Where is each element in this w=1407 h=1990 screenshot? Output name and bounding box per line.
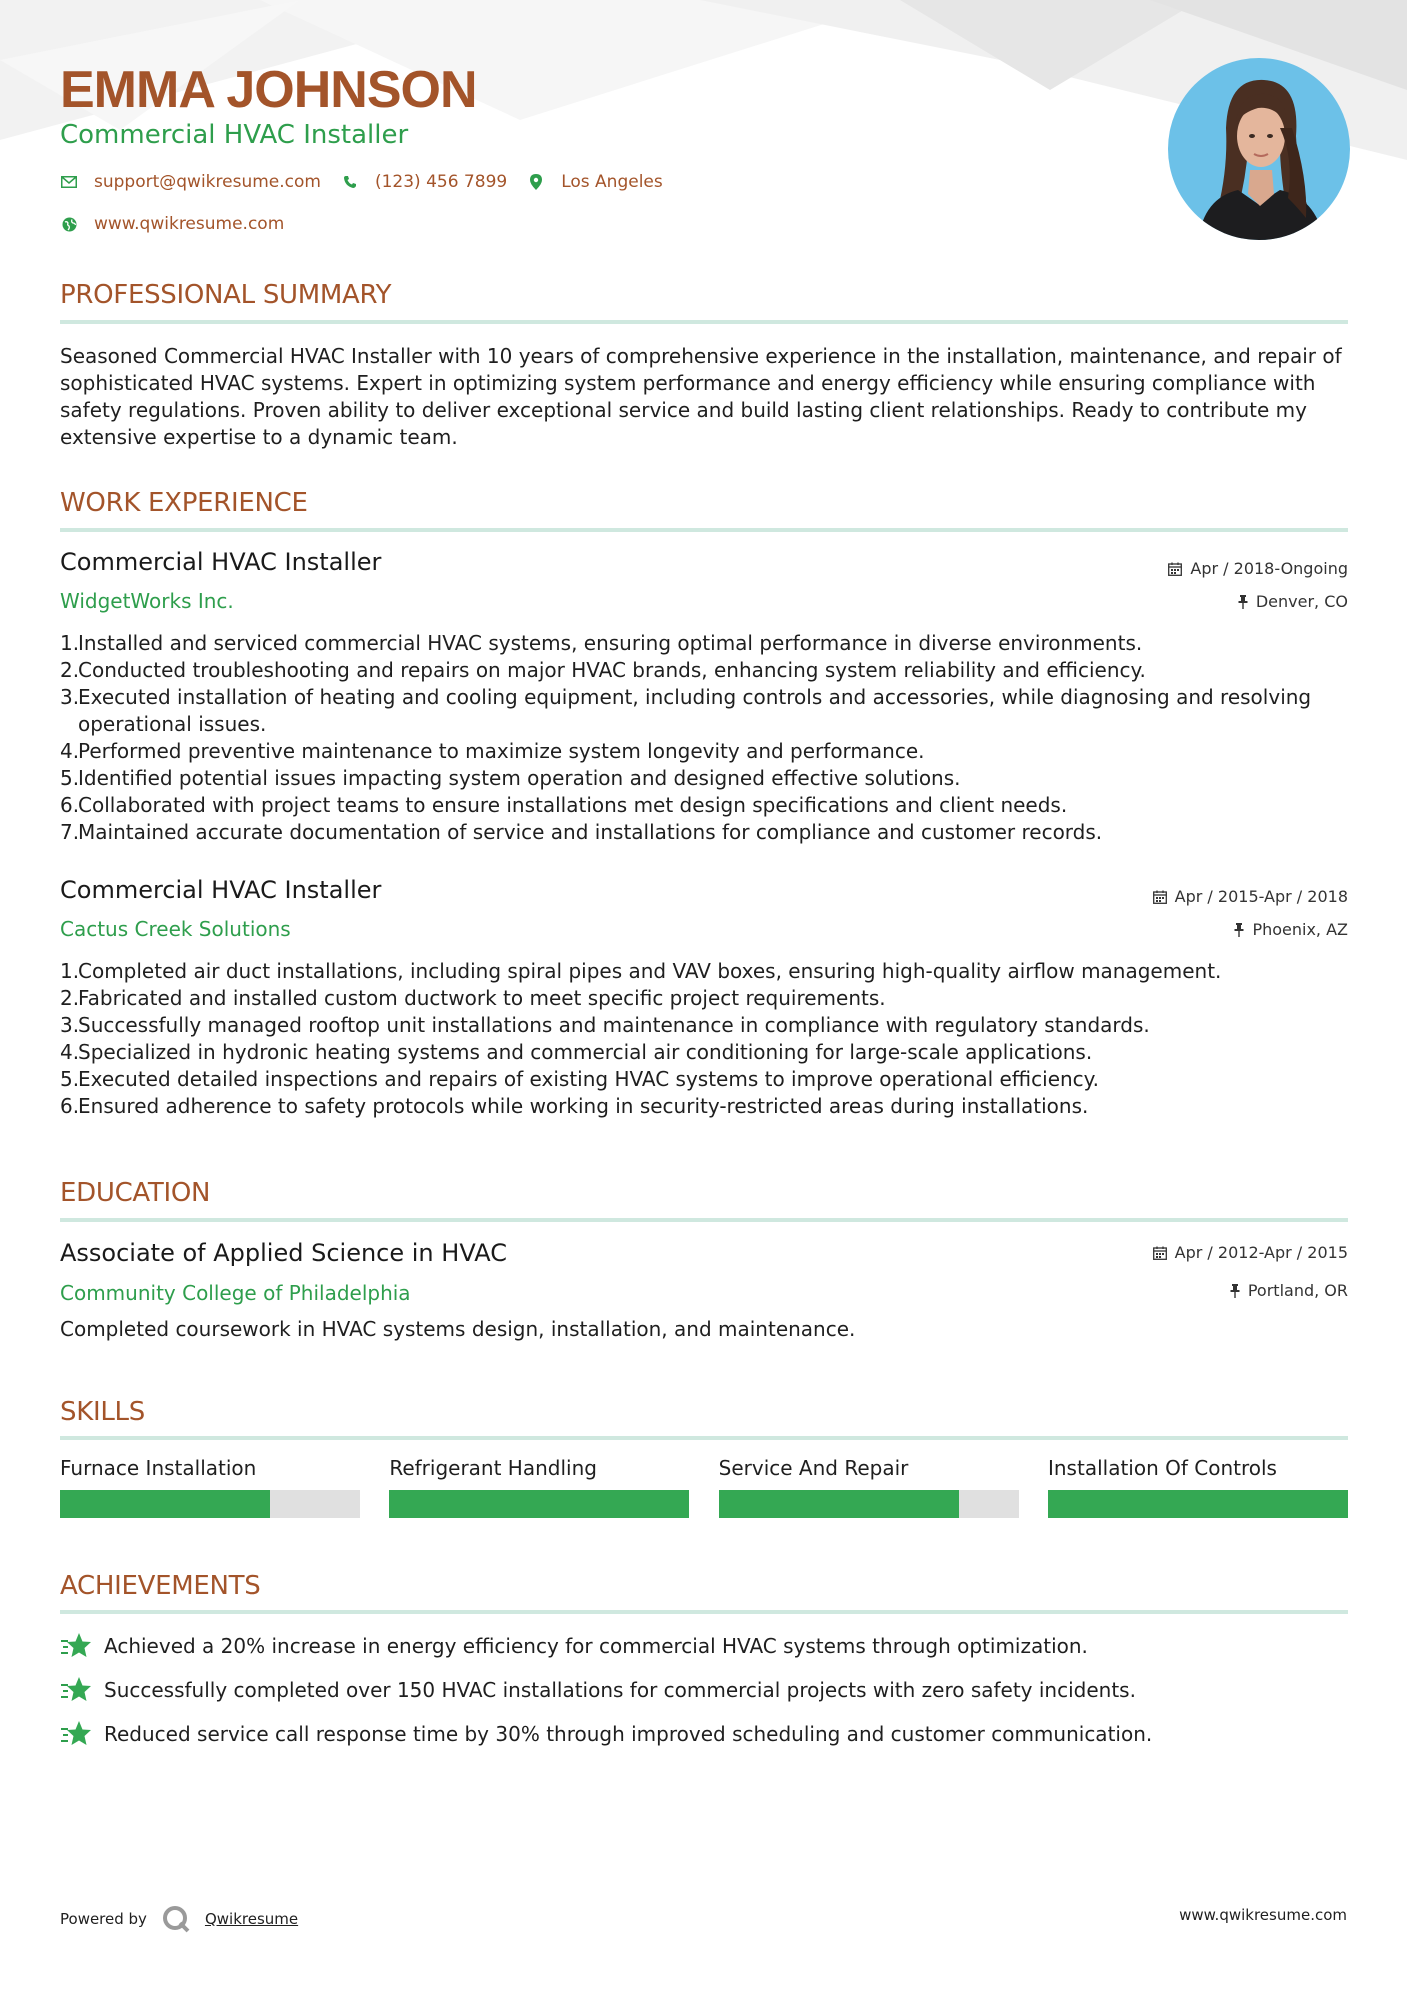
envelope-icon (60, 173, 78, 191)
job-dates (1168, 559, 1348, 578)
education-dates (1153, 1243, 1348, 1262)
education-description: Completed coursework in HVAC systems design, installation, and maintenance. (60, 1317, 856, 1341)
candidate-name: EMMA JOHNSON (60, 61, 477, 119)
education-dates-text: Apr / 2012-Apr / 2015 (1174, 1243, 1348, 1262)
skill-bar-fill (389, 1490, 689, 1518)
list-item: Successfully managed rooftop unit installations and maintenance in compliance with regulatory standards. (78, 1013, 1150, 1037)
skill-name: Service And Repair (718, 1456, 909, 1480)
list-item: Completed air duct installations, including spiral pipes and VAV boxes, ensuring high-quality airflow management. (78, 959, 1222, 983)
section-divider (60, 528, 1348, 532)
phone-icon (341, 173, 359, 191)
star-icon (60, 1719, 92, 1749)
skill-bar-fill (1048, 1490, 1348, 1518)
job-location-text: Phoenix, AZ (1252, 920, 1348, 939)
section-title-achievements: ACHIEVEMENTS (60, 1571, 261, 1601)
summary-text: Seasoned Commercial HVAC Installer with 10 years of comprehensive experience in the installation, maintenance, and repair of sophisticated HVAC systems. Expert in optimizing system performance and energy efficiency while ensuring compliance with safety regulations. Proven ability to deliver exceptional service and build lasting client relationships. Ready to contribute my extensive expertise to a dynamic team. (60, 344, 1342, 449)
achievement-text: Successfully completed over 150 HVAC installations for commercial projects with zero safety incidents. (104, 1678, 1136, 1702)
achievement-text: Achieved a 20% increase in energy efficiency for commercial HVAC systems through optimization. (104, 1634, 1088, 1658)
email-text: support@qwikresume.com (94, 172, 321, 192)
contact-location (527, 172, 663, 192)
list-item: Ensured adherence to safety protocols while working in security-restricted areas during installations. (78, 1094, 1089, 1118)
skill-bar (1048, 1490, 1348, 1518)
skill-bar (60, 1490, 360, 1518)
job-dates (1153, 887, 1348, 906)
star-icon (60, 1631, 92, 1661)
contact-row-1 (60, 172, 683, 192)
calendar-icon (1153, 890, 1167, 904)
section-divider (60, 1218, 1348, 1222)
skill-bar (719, 1490, 1019, 1518)
pushpin-icon (1234, 923, 1244, 937)
contact-website[interactable] (60, 214, 284, 234)
globe-icon (60, 215, 78, 233)
company-name: WidgetWorks Inc. (60, 589, 234, 613)
skill-item (719, 1456, 1019, 1518)
achievement-item (60, 1631, 1088, 1661)
calendar-icon (1168, 562, 1182, 576)
job-dates-text: Apr / 2018-Ongoing (1190, 559, 1348, 578)
contact-row-2 (60, 214, 304, 234)
achievement-item (60, 1675, 1136, 1705)
map-pin-icon (527, 173, 545, 191)
footer-website[interactable]: www.qwikresume.com (1179, 1906, 1347, 1924)
achievement-item (60, 1719, 1152, 1749)
achievement-text: Reduced service call response time by 30% through improved scheduling and customer communication. (104, 1722, 1153, 1746)
skill-name: Installation Of Controls (1047, 1456, 1277, 1480)
skill-bar-fill (60, 1490, 270, 1518)
degree-title: Associate of Applied Science in HVAC (60, 1239, 507, 1267)
school-name: Community College of Philadelphia (60, 1281, 411, 1305)
star-icon (60, 1675, 92, 1705)
skill-bar (389, 1490, 689, 1518)
contact-email[interactable] (60, 172, 321, 192)
section-title-skills: SKILLS (60, 1397, 145, 1427)
section-divider (60, 1436, 1348, 1440)
list-item: Conducted troubleshooting and repairs on major HVAC brands, enhancing system reliability and efficiency. (78, 658, 1146, 682)
location-text: Los Angeles (561, 172, 663, 192)
list-item: Identified potential issues impacting system operation and designed effective solutions. (78, 766, 961, 790)
section-title-education: EDUCATION (60, 1178, 211, 1208)
section-divider (60, 1610, 1348, 1614)
list-item: Executed installation of heating and cooling equipment, including controls and accessories, while diagnosing and resolving operational issues. (78, 685, 1312, 736)
list-item: Maintained accurate documentation of service and installations for compliance and customer records. (78, 820, 1103, 844)
list-item: Installed and serviced commercial HVAC systems, ensuring optimal performance in diverse environments. (78, 631, 1143, 655)
qwikresume-logo (161, 1904, 191, 1934)
pushpin-icon (1230, 1284, 1240, 1298)
list-item: Specialized in hydronic heating systems and commercial air conditioning for large-scale applications. (78, 1040, 1093, 1064)
skill-name: Furnace Installation (60, 1456, 257, 1480)
skill-item (389, 1456, 689, 1518)
candidate-title: Commercial HVAC Installer (60, 120, 409, 150)
job-location (1238, 592, 1348, 611)
pushpin-icon (1238, 595, 1248, 609)
skills-grid (60, 1456, 1348, 1518)
powered-by-label: Powered by (60, 1910, 147, 1928)
company-name: Cactus Creek Solutions (60, 917, 291, 941)
job-location (1234, 920, 1348, 939)
calendar-icon (1153, 1246, 1167, 1260)
section-divider (60, 320, 1348, 324)
section-title-experience: WORK EXPERIENCE (60, 488, 308, 518)
list-item: Executed detailed inspections and repairs of existing HVAC systems to improve operational efficiency. (78, 1067, 1100, 1091)
job-dates-text: Apr / 2015-Apr / 2018 (1174, 887, 1348, 906)
website-text: www.qwikresume.com (94, 214, 285, 234)
job-title: Commercial HVAC Installer (60, 876, 382, 904)
job-location-text: Denver, CO (1255, 592, 1348, 611)
contact-phone[interactable] (341, 172, 507, 192)
footer-powered-by (60, 1904, 298, 1934)
list-item: Collaborated with project teams to ensure installations met design specifications and client needs. (78, 793, 1068, 817)
section-title-summary: PROFESSIONAL SUMMARY (60, 280, 392, 310)
phone-text: (123) 456 7899 (374, 172, 508, 192)
education-location-text: Portland, OR (1247, 1281, 1348, 1300)
education-location (1230, 1281, 1348, 1300)
list-item: Performed preventive maintenance to maximize system longevity and performance. (78, 739, 925, 763)
skill-item (1048, 1456, 1348, 1518)
skill-item (60, 1456, 360, 1518)
skill-bar-fill (719, 1490, 959, 1518)
list-item: Fabricated and installed custom ductwork to meet specific project requirements. (78, 986, 886, 1010)
qwikresume-link[interactable]: Qwikresume (204, 1910, 299, 1928)
job-duties-list (60, 958, 1366, 1120)
job-duties-list (60, 630, 1366, 846)
profile-photo (1168, 58, 1350, 240)
job-title: Commercial HVAC Installer (60, 548, 382, 576)
skill-name: Refrigerant Handling (389, 1456, 597, 1480)
